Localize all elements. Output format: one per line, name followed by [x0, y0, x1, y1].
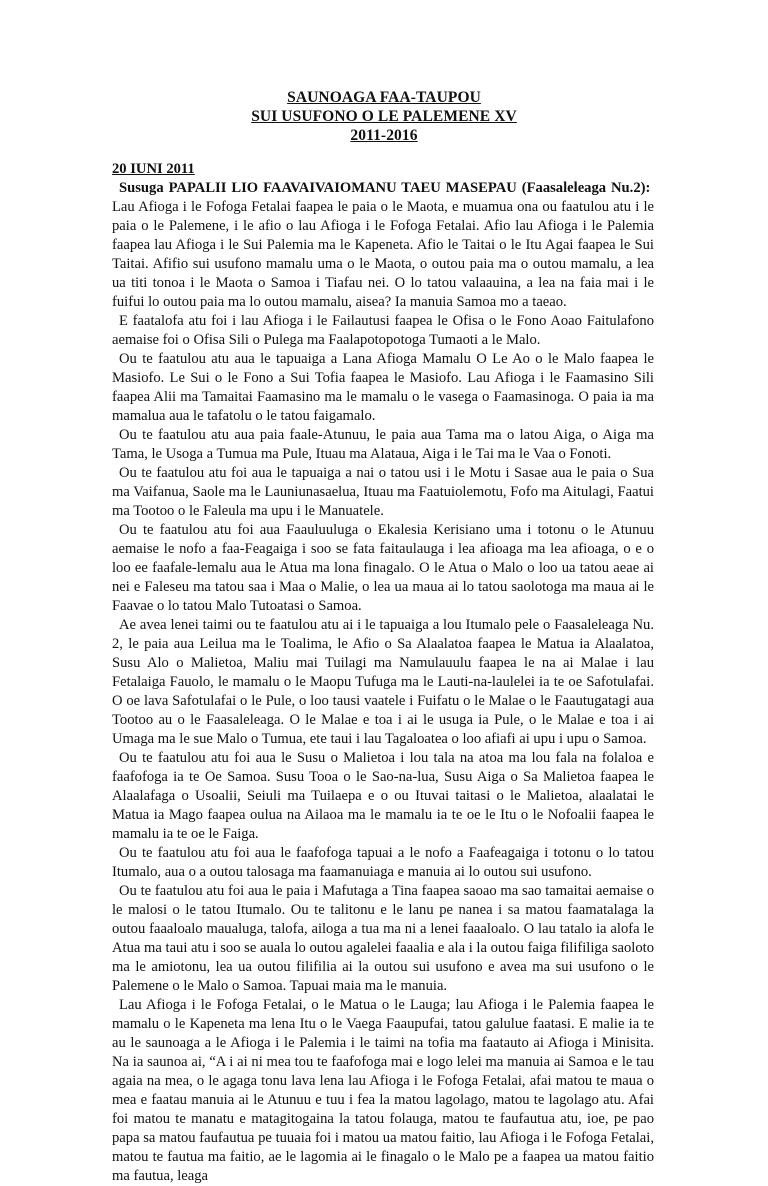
paragraph-text: Lau Afioga i le Fofoga Fetalai faapea le paia o le Maota, e muamua ona ou faatulou atu i le paia o le Palemene, i le afio o lau Afioga i le Fofoga Fetalai. Afio lau Afioga i le Palemia faapea lau Afioga i le Sui Palemia ma le Kapeneta. Afio le Taitai o le Itu Agai faapea le Sui Taitai. Afifio sui usufono mamalu uma o le Maota, o outou paia ma o outou mamalu, a lea ua titi tonoa i le Maota o Samoa i Tiafau nei. O lo tatou valaauina, a lea na faia mai i le fuifui lo outou paia ma lo outou mamalu, aisea? Ia manuia Samoa mo a taeao. [112, 199, 654, 310]
speech-paragraph: Ae avea lenei taimi ou te faatulou atu ai i le tapuaiga a lou Itumalo pele o Faasaleleaga Nu. 2, le paia aua Leilua ma le Toalima, le Afio o Sa Alaalatoa faapea le Matua ia Alaalatoa, Susu Alo o Malietoa, Maliu mai Tuilagi ma Namulauulu faapea le na ai Malae i lau Fetalaiga Fauolo, le mamalu o le Maopu Tufuga ma le Lauti-na-laulelei ia te oe Safotulafai. O oe lava Safotulafai o le Pule, o loo tausi vaatele i Fuifatu o le Malae o le Faautugatagi aua Tootoo au o le Faasaleleaga. O le Malae e toa i ai le usuga ia Pule, o le Malae e toa i ai Umaga ma le sue Malo o Tumua, ete taui i lau Tagaloatea o loo afiafi ai upu i upu o Samoa. [112, 617, 654, 747]
document-title: SAUNOAGA FAA-TAUPOU [287, 89, 481, 106]
document-subtitle: SUI USUFONO O LE PALEMENE XV [251, 108, 517, 125]
speech-paragraph: Lau Afioga i le Fofoga Fetalai, o le Matua o le Lauga; lau Afioga i le Palemia faapea le mamalu o le Kapeneta ma lena Itu o le Vaega Faaupufai, tatou galulue faatasi. E malie ia te au le saunoaga a le Afioga i le Palemia i le taimi na tofia ma faatauto ai Afioga i Minisita. Na ia saunoa ai, “A i ai ni mea tou te faafofoga mai e logo lelei ma manuia ai Samoa e le tau agaia na mea, o le agaga tonu lava lena lau Afioga i le Fofoga Fetalai, afai matou te maua o mea e faatau manuia ai le Atunuu e tuu i fea la matou lagolago, matou te lagolago atu. Afai foi matou te manatu e matagitogaina la tatou folauga, matou te faufautua atu, ioe, pe pao papa sa matou faufautua pe tuuaia foi i matou ua matou faitio, lau Afioga i le Fofoga Fetalai, matou te fautua ma faitio, ae le lagomia ai le finagalo o le Malo pe a faapea ua matou faitio ma fautua, leaga [112, 997, 654, 1184]
speech-paragraph: Ou te faatulou atu aua le tapuaiga a Lana Afioga Mamalu O Le Ao o le Malo faapea le Masiofo. Le Sui o le Fono a Sui Tofia faapea le Masiofo. Lau Afioga i le Faamasino Sili faapea Alii ma Tamaitai Faamasino ma le mamalu o le vasega o Faamasinoga. O paia ia ma mamalua aua le tafatolu o le tatou faigamalo. [112, 351, 654, 424]
speech-paragraph: Ou te faatulou atu foi aua le faafofoga tapuai a le nofo a Faafeagaiga i totonu o lo tatou Itumalo, aua o a outou talosaga ma faamanuiaga e manuia ai lo outou sui usufono. [112, 845, 654, 880]
speech-paragraph: Ou te faatulou atu aua paia faale-Atunuu, le paia aua Tama ma o latou Aiga, o Aiga ma Tama, le Usoga a Tumua ma Pule, Ituau ma Alataua, Aiga i le Tai ma le Vaa o Fonoti. [112, 427, 654, 462]
speaker-name: Susuga PAPALII LIO FAAVAIVAIOMANU TAEU MASEPAU (Faasaleleaga Nu.2): [119, 180, 651, 196]
document-years: 2011-2016 [350, 127, 418, 144]
speech-paragraph: Ou te faatulou atu foi aua Faauluuluga o Ekalesia Kerisiano uma i totonu o le Atunuu aemaise le nofo a faa-Feagaiga i soo se fata faitaulauga i lea afioaga ma lea afioaga, o e o loo ee faafale-lemalu aua le Atua ma lona finagalo. O le Atua o Malo o loo ua tatou aeae ai nei e Faleseu ma tatou saa i Maa o Malie, o lea ua maua ai lo tatou saolotoga ma maua ai le Faavae o lo tatou Malo Tutoatasi o Samoa. [112, 522, 654, 614]
speech-paragraph [112, 179, 654, 312]
speech-paragraph: Ou te faatulou atu foi aua le Susu o Malietoa i lou tala na atoa ma lou fala na folaloa e faafofoga ia te Oe Samoa. Susu Tooa o le Sao-na-lua, Susu Aiga o Sa Malietoa faapea le Alaalafaga o Usoalii, Seiuli ma Tuilaepa e o ou Ituvai taitasi o le Malietoa, alaalatai le Matua ia Mago faapea oulua na Ailaoa ma le mamalu ia te oe le Itu o le Nofoalii faapea le mamalu ia te oe le Faiga. [112, 750, 654, 842]
session-date: 20 IUNI 2011 [112, 161, 195, 177]
speech-paragraph: E faatalofa atu foi i lau Afioga i le Failautusi faapea le Ofisa o le Fono Aoao Faitulafono aemaise foi o Ofisa Sili o Pulega ma Faalapotopotoga Tumaoti a le Malo. [112, 313, 654, 348]
speech-paragraph: Ou te faatulou atu foi aua le paia i Mafutaga a Tina faapea saoao ma sao tamaitai aemaise o le malosi o le tatou Itumalo. Ou te talitonu e le lanu pe nanea i sa matou faamatalaga la outou faaaloalo maualuga, talofa, ailoga a tua ma ni a lenei faaaloalo. O lau tatalo ia alofa le Atua ma taui atu i soo se auala lo outou agalelei faaalia e ala i la outou faiga filifiliga saoloto ma le amiotonu, lea ua outou filifilia ai la outou sui usufono e avea ma sui usufono o le Palemene o le Malo o Samoa. Tapuai maia ma le manuia. [112, 883, 654, 994]
document-header [0, 88, 768, 145]
speech-paragraph: Ou te faatulou atu foi aua le tapuaiga a nai o tatou usi i le Motu i Sasae aua le paia o Sua ma Vaifanua, Saole ma le Launiunasaelua, Ituau ma Faatuiolemotu, Fofo ma Aitulagi, Faatui ma Tootoo o le Faleula ma upu i le Manuatele. [112, 465, 654, 519]
document-body [112, 160, 654, 1186]
